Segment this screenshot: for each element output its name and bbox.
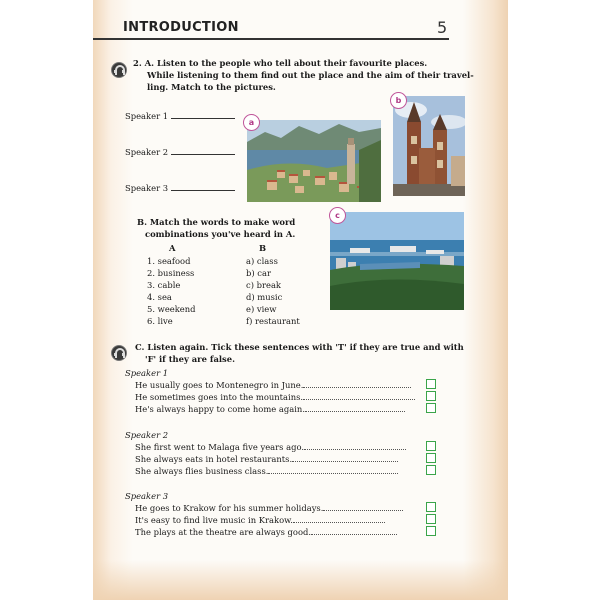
dotted-leader <box>303 392 415 400</box>
picture-a-coastal-town <box>247 120 381 202</box>
column-a-item: 3. cable <box>147 280 181 290</box>
task-2b-instruction-1: B. Match the words to make word <box>137 217 296 227</box>
statement-text: He usually goes to Montenegro in June. <box>135 380 304 390</box>
dotted-leader <box>303 380 411 388</box>
true-false-checkbox[interactable] <box>426 379 436 389</box>
task-2c-instruction-2: 'F' if they are false. <box>145 354 236 364</box>
column-b-item: c) break <box>246 280 282 290</box>
column-a-item: 1. seafood <box>147 256 191 266</box>
statement-text: The plays at the theatre are always good. <box>135 527 312 537</box>
column-b-item: a) class <box>246 256 278 266</box>
dotted-leader <box>268 466 398 474</box>
statement-row <box>135 392 425 402</box>
speaker-1-label: Speaker 1 <box>125 111 169 121</box>
statement-text: She first went to Malaga five years ago. <box>135 442 305 452</box>
column-b-item: d) music <box>246 292 283 302</box>
dotted-leader <box>293 515 385 523</box>
statement-row <box>135 503 425 513</box>
task-2b-instruction-2: combinations you've heard in A. <box>145 229 296 239</box>
true-false-checkbox[interactable] <box>426 391 436 401</box>
column-b-item: e) view <box>246 304 277 314</box>
speaker-1-row <box>125 111 235 121</box>
dotted-leader <box>304 442 406 450</box>
speaker-3-row <box>125 183 235 193</box>
statement-text: It's easy to find live music in Krakow. <box>135 515 293 525</box>
statement-text: She always eats in hotel restaurants. <box>135 454 293 464</box>
statement-row <box>135 515 425 525</box>
task-2a-instruction-1: 2. A. Listen to the people who tell about their favourite places. <box>133 58 428 68</box>
column-b-header: B <box>259 243 267 253</box>
speaker-heading: Speaker 1 <box>125 368 169 378</box>
textbook-page <box>93 0 508 600</box>
column-a-item: 5. weekend <box>147 304 196 314</box>
statement-text: He's always happy to come home again. <box>135 404 305 414</box>
picture-a-marker: a <box>243 114 260 131</box>
speaker-3-answer-blank[interactable] <box>171 183 235 191</box>
true-false-checkbox[interactable] <box>426 441 436 451</box>
column-a-item: 6. live <box>147 316 173 326</box>
speaker-heading: Speaker 3 <box>125 491 169 501</box>
column-a-header: A <box>169 243 176 253</box>
task-2a-instruction-2: While listening to them find out the place and the aim of their travel- <box>147 70 474 80</box>
statement-text: He goes to Krakow for his summer holidays. <box>135 503 324 513</box>
header-divider <box>93 38 449 40</box>
statement-row <box>135 466 425 476</box>
headphones-icon[interactable] <box>111 345 127 361</box>
dotted-leader <box>292 454 398 462</box>
true-false-checkbox[interactable] <box>426 514 436 524</box>
dotted-leader <box>311 527 397 535</box>
speaker-3-label: Speaker 3 <box>125 183 169 193</box>
column-b-item: f) restaurant <box>246 316 300 326</box>
statement-row <box>135 527 425 537</box>
speaker-2-label: Speaker 2 <box>125 147 169 157</box>
speaker-heading: Speaker 2 <box>125 430 169 440</box>
true-false-checkbox[interactable] <box>426 453 436 463</box>
speaker-2-row <box>125 147 235 157</box>
dotted-leader <box>305 404 405 412</box>
column-a-item: 2. business <box>147 268 195 278</box>
statement-text: He sometimes goes into the mountains. <box>135 392 304 402</box>
picture-b-marker: b <box>390 92 407 109</box>
page-number: 5 <box>437 18 448 37</box>
speaker-2-answer-blank[interactable] <box>171 147 235 155</box>
picture-c-marker: c <box>329 207 346 224</box>
statement-row <box>135 454 425 464</box>
task-2a-instruction-3: ling. Match to the pictures. <box>147 82 276 92</box>
picture-b-church-towers <box>393 96 465 196</box>
statement-row <box>135 380 425 390</box>
statement-text: She always flies business class. <box>135 466 269 476</box>
dotted-leader <box>323 503 403 511</box>
picture-c-harbour <box>330 212 464 310</box>
task-2c-instruction-1: C. Listen again. Tick these sentences with 'T' if they are true and with <box>135 342 464 352</box>
true-false-checkbox[interactable] <box>426 526 436 536</box>
true-false-checkbox[interactable] <box>426 403 436 413</box>
page-title: INTRODUCTION <box>123 20 239 35</box>
true-false-checkbox[interactable] <box>426 502 436 512</box>
true-false-checkbox[interactable] <box>426 465 436 475</box>
column-b-item: b) car <box>246 268 271 278</box>
statement-row <box>135 442 425 452</box>
headphones-icon[interactable] <box>111 62 127 78</box>
column-a-item: 4. sea <box>147 292 172 302</box>
speaker-1-answer-blank[interactable] <box>171 111 235 119</box>
statement-row <box>135 404 425 414</box>
